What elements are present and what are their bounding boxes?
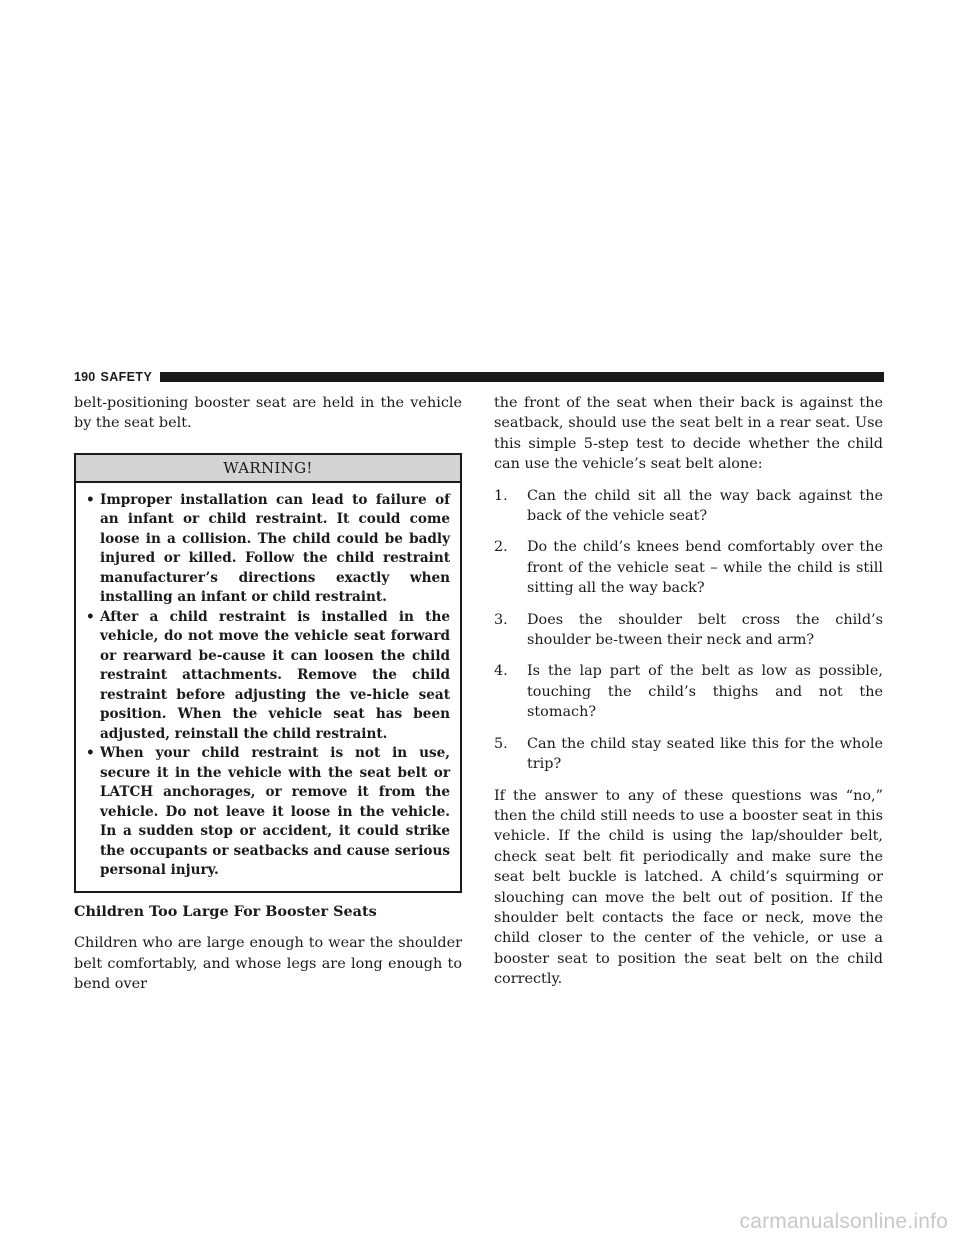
step-text: Can the child stay seated like this for the whole trip? — [527, 735, 883, 773]
step-text: Is the lap part of the belt as low as possible, touching the child’s thighs and not the stomach? — [527, 663, 883, 721]
right-column — [494, 393, 883, 990]
step-item — [494, 661, 883, 722]
warning-box — [74, 453, 462, 893]
watermark-link[interactable]: carmanualsonline.info — [739, 1210, 948, 1233]
warning-item: • When your child restraint is not in use, secure it in the vehicle with the seat belt or LATCH anchorages, or remove it from the vehicle. Do not leave it loose in the vehicle. In a sudden stop or accident, it could strike the occupants or seatbacks and cause serious personal injury. — [86, 745, 450, 879]
step-number: 5. — [494, 735, 508, 752]
step-number: 3. — [494, 611, 508, 628]
left-body-paragraph: Children who are large enough to wear the shoulder belt comfortably, and whose legs are long enough to bend over — [74, 935, 462, 993]
left-column — [74, 393, 462, 994]
warning-item: • After a child restraint is installed in the vehicle, do not move the vehicle seat forward or rearward be-cause it can loosen the child restraint attachments. Remove the child restraint before adjusting the ve-hicle seat position. When the vehicle seat has been adjusted, reinstall the child restraint. — [86, 608, 450, 742]
bullet-icon: • — [86, 608, 95, 625]
right-closing-paragraph: If the answer to any of these questions was “no,” then the child still needs to use a booster seat in this vehicle. If the child is using the lap/shoulder belt, check seat belt fit periodically and make sure the seat belt buckle is latched. A child’s squirming or slouching can move the belt out of position. If the shoulder belt contacts the face or neck, move the child closer to the center of the vehicle, or use a booster seat to position the seat belt on the child correctly. — [494, 787, 883, 988]
step-text: Can the child sit all the way back against the back of the vehicle seat? — [527, 487, 883, 525]
warning-item: • Improper installation can lead to failure of an infant or child restraint. It could come loose in a collision. The child could be badly injured or killed. Follow the child restraint manufacturer’s directions exactly when installing an infant or child restraint. — [86, 491, 450, 606]
bullet-icon: • — [86, 491, 95, 508]
step-number: 2. — [494, 539, 508, 556]
test-steps-list — [494, 486, 883, 775]
subheading: Children Too Large For Booster Seats — [74, 902, 377, 920]
step-number: 4. — [494, 663, 508, 680]
header-rule — [160, 372, 884, 382]
right-intro-paragraph: the front of the seat when their back is against the seatback, should use the seat belt in a rear seat. Use this simple 5-step test to decide whether the child can use the vehicle’s seat belt alone: — [494, 395, 883, 473]
step-number: 1. — [494, 487, 508, 504]
bullet-icon: • — [86, 745, 95, 762]
step-item — [494, 734, 883, 775]
step-item — [494, 537, 883, 598]
section-title: SAFETY — [100, 370, 153, 384]
step-text: Do the child’s knees bend comfortably over the front of the vehicle seat – while the child is still sitting all the way back? — [527, 539, 883, 597]
warning-title: WARNING! — [76, 455, 460, 483]
step-text: Does the shoulder belt cross the child’s shoulder be-tween their neck and arm? — [527, 611, 883, 649]
page-header — [74, 369, 884, 385]
page-number: 190 — [74, 370, 96, 384]
step-item — [494, 610, 883, 651]
step-item — [494, 486, 883, 527]
left-intro-paragraph: belt-positioning booster seat are held in the vehicle by the seat belt. — [74, 395, 462, 432]
warning-list — [76, 483, 460, 891]
